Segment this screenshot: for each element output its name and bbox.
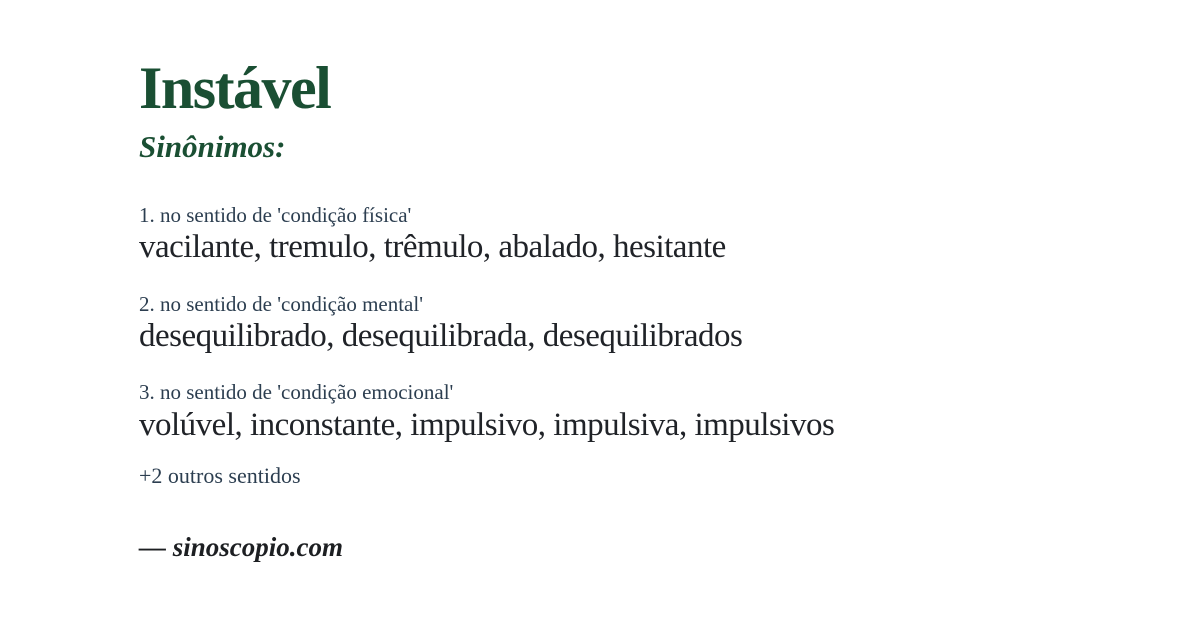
sense-label: 1. no sentido de 'condição física' (139, 202, 412, 227)
senses-list (139, 203, 1160, 445)
sense-synonyms: desequilibrado, desequilibrada, desequilibrados (139, 317, 743, 354)
sense-item-2 (139, 292, 1160, 357)
subtitle-synonyms-heading: Sinônimos: (139, 129, 286, 164)
sense-label: 2. no sentido de 'condição mental' (139, 291, 423, 316)
sense-item-1 (139, 203, 1160, 268)
sense-item-3 (139, 380, 1160, 445)
source-attribution: — sinoscopio.com (139, 532, 344, 563)
sense-synonyms: volúvel, inconstante, impulsivo, impulsiva, impulsivos (139, 406, 835, 443)
more-senses-note: +2 outros sentidos (139, 463, 301, 489)
page-title: Instável (139, 55, 331, 121)
sense-synonyms: vacilante, tremulo, trêmulo, abalado, hesitante (139, 228, 726, 265)
sense-label: 3. no sentido de 'condição emocional' (139, 380, 454, 405)
